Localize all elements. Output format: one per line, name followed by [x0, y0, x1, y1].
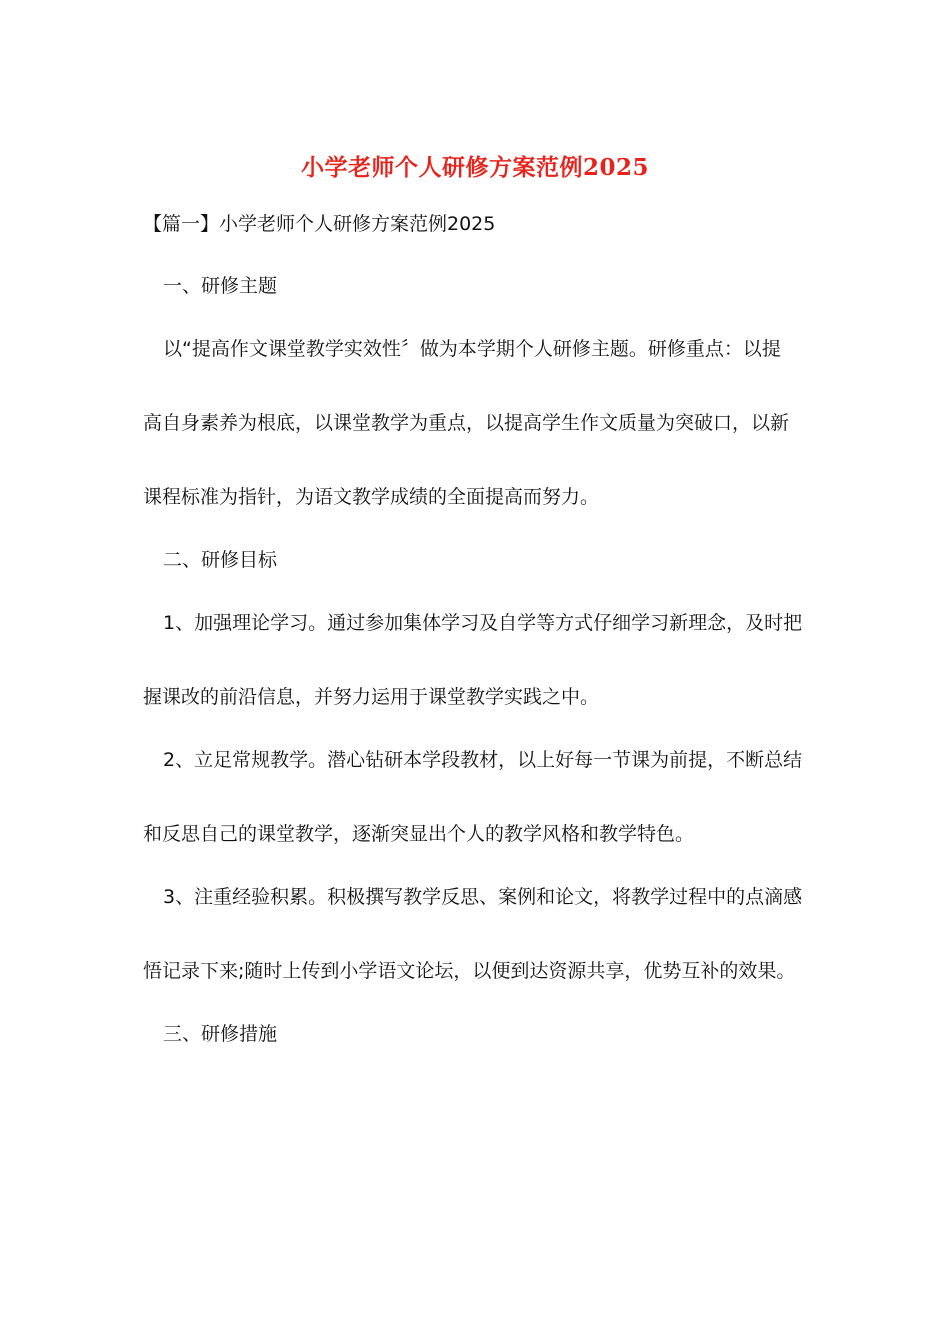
goal-item-line: 1、加强理论学习。通过参加集体学习及自学等方式仔细学习新理念，及时把	[163, 612, 803, 634]
section-heading-measures: 三、研修措施	[163, 1023, 278, 1045]
goal-item-line: 握课改的前沿信息，并努力运用于课堂教学实践之中。	[143, 686, 600, 708]
topic-paragraph-line: 以“提高作文课堂教学实效性〞做为本学期个人研修主题。研修重点：以提	[163, 338, 781, 360]
section-heading-goals: 二、研修目标	[163, 549, 278, 571]
goal-item-line: 和反思自己的课堂教学，逐渐突显出个人的教学风格和教学特色。	[143, 823, 695, 845]
topic-paragraph-line: 高自身素养为根底，以课堂教学为重点，以提高学生作文质量为突破口，以新	[143, 412, 790, 434]
section-heading-topic: 一、研修主题	[163, 275, 278, 297]
goal-item-line: 悟记录下来;随时上传到小学语文论坛，以便到达资源共享，优势互补的效果。	[143, 960, 796, 982]
chapter-heading: 【篇一】小学老师个人研修方案范例2025	[143, 213, 496, 235]
goal-item-line: 2、立足常规教学。潜心钻研本学段教材，以上好每一节课为前提，不断总结	[163, 749, 803, 771]
topic-paragraph-line: 课程标准为指针，为语文教学成绩的全面提高而努力。	[143, 486, 600, 508]
goal-item-line: 3、注重经验积累。积极撰写教学反思、案例和论文，将教学过程中的点滴感	[163, 886, 803, 908]
document-title: 小学老师个人研修方案范例2025	[300, 154, 649, 181]
